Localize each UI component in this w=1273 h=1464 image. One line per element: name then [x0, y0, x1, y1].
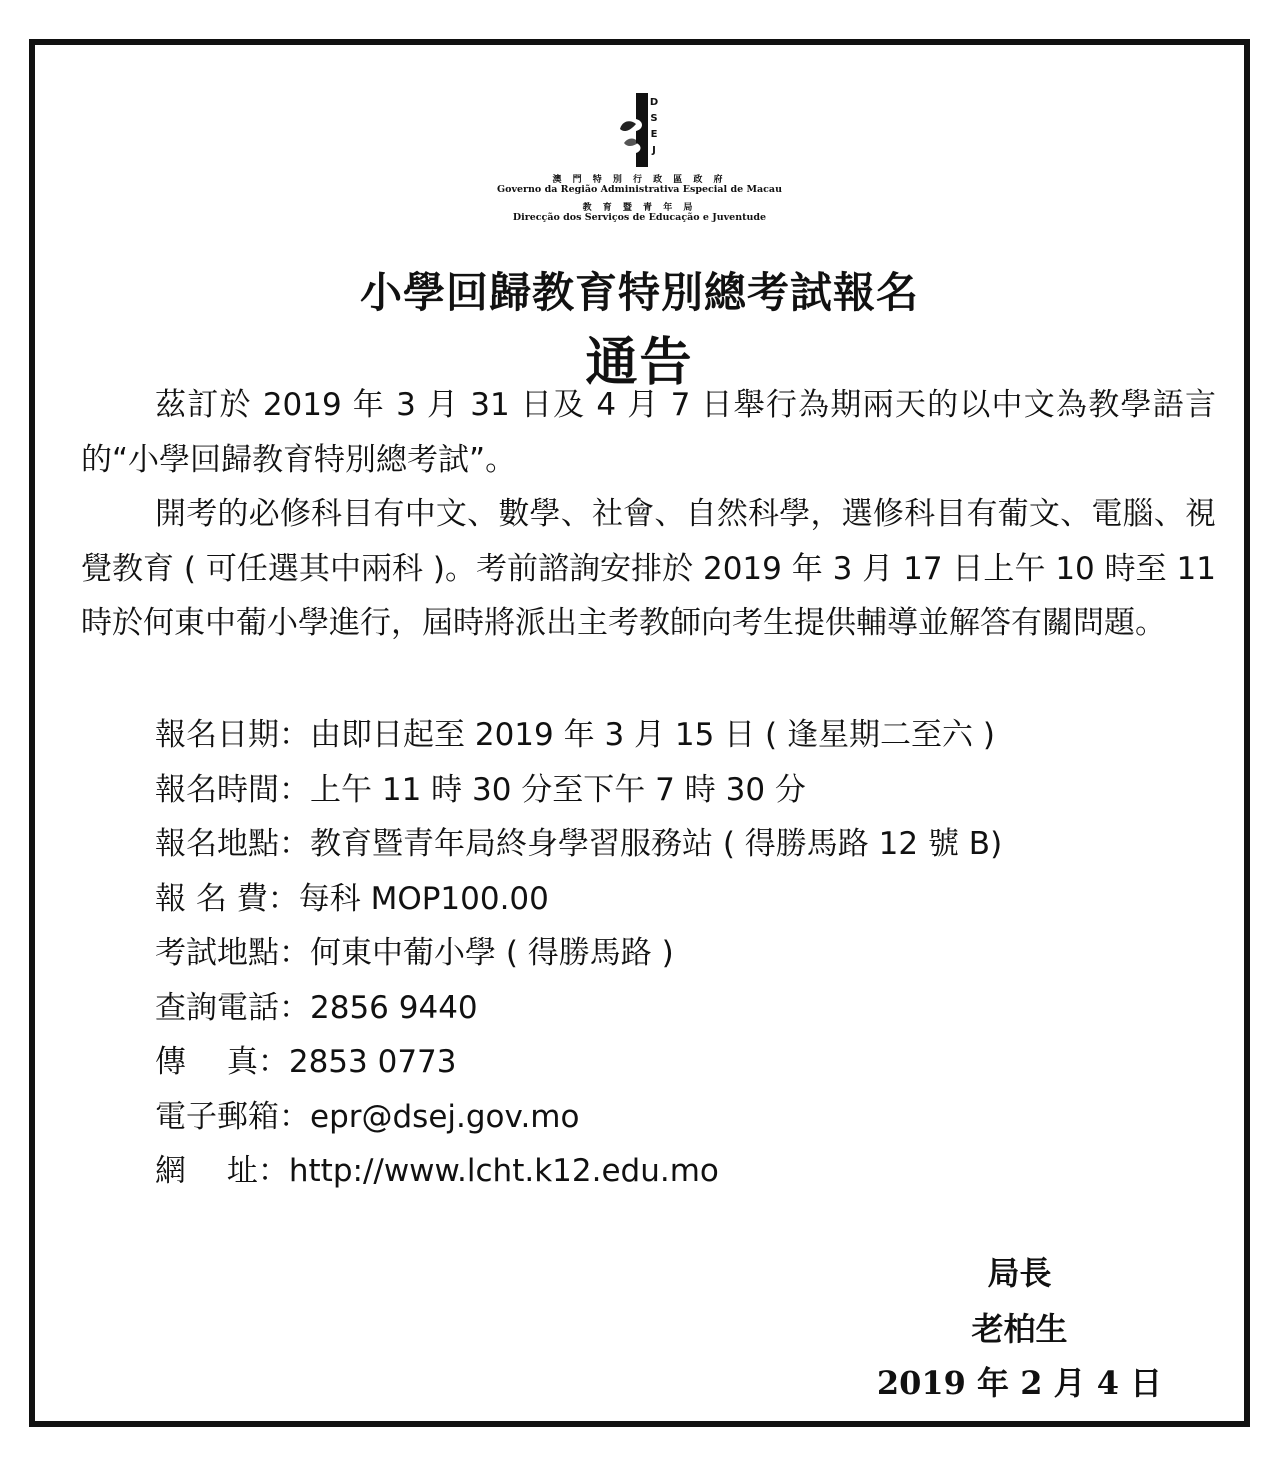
info-row-registration-time	[155, 763, 1235, 818]
info-label: 報名地點：	[155, 826, 310, 862]
registration-info-list	[155, 708, 1235, 1199]
info-value[interactable]: epr@dsej.gov.mo	[310, 1098, 580, 1135]
notice-subtitle: 通告	[585, 332, 694, 393]
government-name-pt: Governo da Região Administrativa Especial de Macau	[497, 184, 782, 195]
paragraph-subjects: 開考的必修科目有中文、數學、社會、自然科學，選修科目有葡文、電腦、視覺教育 ( 可任選其中兩科 )。考前諮詢安排於 2019 年 3 月 17 日上午 10 時至 11 時於何東中葡小學進行，屆時將派出主考教師向考生提供輔導並解答有關問題。	[81, 496, 1216, 641]
info-label: 報 名 費：	[155, 880, 299, 917]
info-label: 電子郵箱：	[155, 1098, 310, 1135]
info-label: 報名日期：	[155, 717, 310, 753]
info-label: 網 址：	[155, 1153, 289, 1189]
signature-position: 局長	[987, 1254, 1052, 1292]
info-value: 上午 11 時 30 分至下午 7 時 30 分	[310, 771, 806, 808]
info-row-phone	[155, 981, 1235, 1036]
signature-name: 老柏生	[971, 1310, 1068, 1348]
info-row-website	[155, 1144, 1235, 1199]
info-value: 每科 MOP100.00	[298, 880, 549, 917]
info-value: 教育暨青年局終身學習服務站 ( 得勝馬路 12 號 B)	[310, 826, 1003, 862]
info-label: 傳 真：	[155, 1044, 289, 1080]
logo-letter-e: E	[650, 129, 658, 140]
info-row-fax	[155, 1035, 1235, 1090]
logo-letter-s: S	[650, 113, 658, 124]
department-name-zh: 教 育 暨 青 年 局	[582, 203, 697, 213]
department-name-pt: Direcção dos Serviços de Educação e Juventude	[512, 212, 767, 223]
dsej-logo-icon	[618, 91, 662, 169]
logo-letter-d: D	[649, 97, 659, 108]
info-row-registration-date	[155, 708, 1235, 763]
info-value: 2856 9440	[310, 989, 478, 1026]
notice-title: 小學回歸教育特別總考試報名	[359, 268, 919, 317]
info-value: 由即日起至 2019 年 3 月 15 日 ( 逢星期二至六 )	[310, 717, 995, 753]
logo-letter-j: J	[652, 145, 656, 156]
info-row-email	[155, 1090, 1235, 1145]
info-label: 查詢電話：	[155, 989, 310, 1026]
info-row-fee	[155, 872, 1235, 927]
info-row-exam-location	[155, 926, 1235, 981]
info-value: 何東中葡小學 ( 得勝馬路 )	[310, 935, 674, 971]
info-value: 2853 0773	[288, 1044, 457, 1080]
paragraph-exam-dates: 茲訂於 2019 年 3 月 31 日及 4 月 7 日舉行為期兩天的以中文為教學語言的“小學回歸教育特別總考試”。	[81, 387, 1216, 478]
notice-body	[81, 378, 1216, 651]
notice-frame	[29, 39, 1250, 1427]
info-label: 考試地點：	[155, 935, 310, 971]
info-value[interactable]: http://www.lcht.k12.edu.mo	[288, 1153, 719, 1189]
signature-date: 2019 年 2 月 4 日	[876, 1364, 1163, 1402]
government-name-zh: 澳 門 特 別 行 政 區 政 府	[552, 175, 727, 185]
header	[35, 45, 1244, 235]
info-label: 報名時間：	[155, 771, 310, 808]
info-row-registration-location	[155, 817, 1235, 872]
